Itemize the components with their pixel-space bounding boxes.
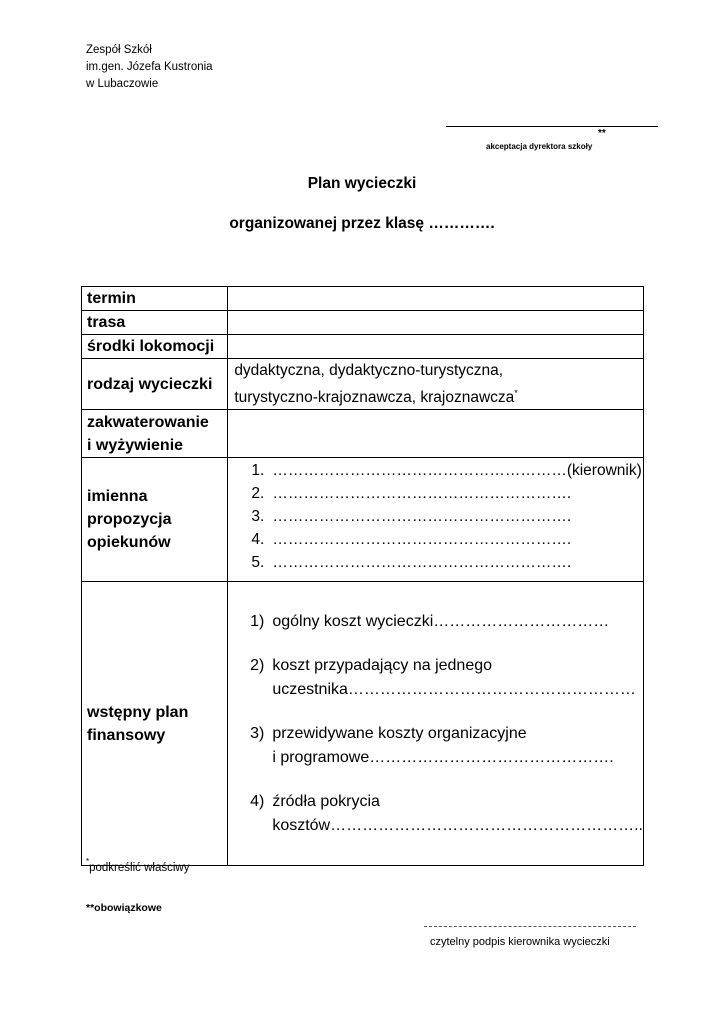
footnote-mandatory: **obowiązkowe bbox=[86, 902, 162, 914]
list-text: i programowe………………………………………. bbox=[272, 748, 614, 766]
label-termin: termin bbox=[82, 287, 228, 311]
approval-signature-line bbox=[446, 126, 658, 127]
label-srodki: środki lokomocji bbox=[82, 335, 228, 359]
table-row bbox=[82, 287, 644, 311]
table-row bbox=[82, 335, 644, 359]
zakwaterowanie-field bbox=[228, 410, 644, 458]
list-text: ogólny koszt wycieczki…………………………… bbox=[272, 612, 610, 630]
page-subtitle: organizowanej przez klasę …………. bbox=[229, 215, 495, 232]
label-zakw-line2: i wyżywienie bbox=[87, 436, 184, 454]
list-item bbox=[228, 551, 643, 574]
list-number: 4. bbox=[251, 531, 265, 549]
list-item bbox=[228, 722, 643, 770]
leader-signature-label: czytelny podpis kierownika wycieczki bbox=[430, 936, 610, 948]
table-row bbox=[82, 410, 644, 458]
table-row bbox=[82, 582, 644, 866]
trasa-field bbox=[228, 311, 644, 335]
list-text: uczestnika……………………………………………… bbox=[272, 680, 636, 698]
footnote-underline bbox=[86, 859, 189, 874]
label-zakw-line1: zakwaterowanie bbox=[87, 413, 209, 431]
school-name: Zespół Szkół bbox=[86, 44, 152, 56]
list-item bbox=[228, 790, 643, 838]
list-text: źródła pokrycia bbox=[272, 792, 380, 810]
list-item bbox=[228, 528, 643, 551]
label-fin-line2: finansowy bbox=[87, 726, 166, 744]
label-opiek-line1: imienna bbox=[87, 488, 148, 506]
list-text: …………………………………………………. bbox=[272, 485, 572, 503]
rodzaj-footnote-mark: * bbox=[514, 388, 518, 398]
footnote-star: * bbox=[86, 857, 90, 866]
list-text: …………………………………………………. bbox=[272, 554, 572, 572]
leader-signature-line bbox=[424, 926, 636, 927]
list-item bbox=[228, 482, 643, 505]
footnote-text: podkreślić właściwy bbox=[89, 861, 190, 874]
rodzaj-field bbox=[228, 359, 644, 410]
finanse-field bbox=[228, 582, 644, 866]
table-row bbox=[82, 359, 644, 410]
rodzaj-options-line2: turystyczno-krajoznawcza, krajoznawcza bbox=[234, 389, 515, 407]
page-title: Plan wycieczki bbox=[307, 175, 417, 192]
list-text: kosztów………………………………………………….. bbox=[272, 816, 643, 834]
table-row bbox=[82, 311, 644, 335]
list-text: koszt przypadający na jednego bbox=[272, 656, 493, 674]
list-text: …………………………………………………(kierownik) bbox=[272, 462, 642, 480]
list-number: 4) bbox=[250, 792, 265, 810]
opiekunowie-field bbox=[228, 458, 644, 582]
list-number: 1) bbox=[250, 612, 265, 630]
approval-label: akceptacja dyrektora szkoły bbox=[486, 142, 593, 151]
approval-stars: ** bbox=[598, 128, 606, 139]
label-rodzaj: rodzaj wycieczki bbox=[82, 359, 228, 410]
srodki-field bbox=[228, 335, 644, 359]
list-text: …………………………………………………. bbox=[272, 531, 572, 549]
list-number: 5. bbox=[251, 554, 265, 572]
list-item bbox=[228, 654, 643, 702]
label-finanse bbox=[82, 582, 228, 866]
rodzaj-options-line1: dydaktyczna, dydaktyczno-turystyczna, bbox=[234, 362, 504, 379]
label-opiekunowie bbox=[82, 458, 228, 582]
label-zakwaterowanie bbox=[82, 410, 228, 458]
termin-field bbox=[228, 287, 644, 311]
list-number: 2) bbox=[250, 656, 265, 674]
list-item bbox=[228, 505, 643, 528]
trip-plan-table bbox=[81, 286, 644, 866]
list-number: 3. bbox=[251, 508, 265, 526]
list-text: przewidywane koszty organizacyjne bbox=[272, 724, 527, 742]
table-row bbox=[82, 458, 644, 582]
label-trasa: trasa bbox=[82, 311, 228, 335]
school-patron: im.gen. Józefa Kustronia bbox=[86, 61, 213, 73]
label-fin-line1: wstępny plan bbox=[87, 703, 189, 721]
list-number: 2. bbox=[251, 485, 265, 503]
school-address bbox=[86, 42, 213, 93]
label-opiek-line2: propozycja bbox=[87, 511, 172, 529]
list-number: 1. bbox=[251, 462, 265, 480]
list-item bbox=[228, 610, 643, 634]
list-item bbox=[228, 459, 643, 482]
school-city: w Lubaczowie bbox=[86, 78, 159, 90]
label-opiek-line3: opiekunów bbox=[87, 534, 171, 552]
list-number: 3) bbox=[250, 724, 265, 742]
list-text: …………………………………………………. bbox=[272, 508, 572, 526]
